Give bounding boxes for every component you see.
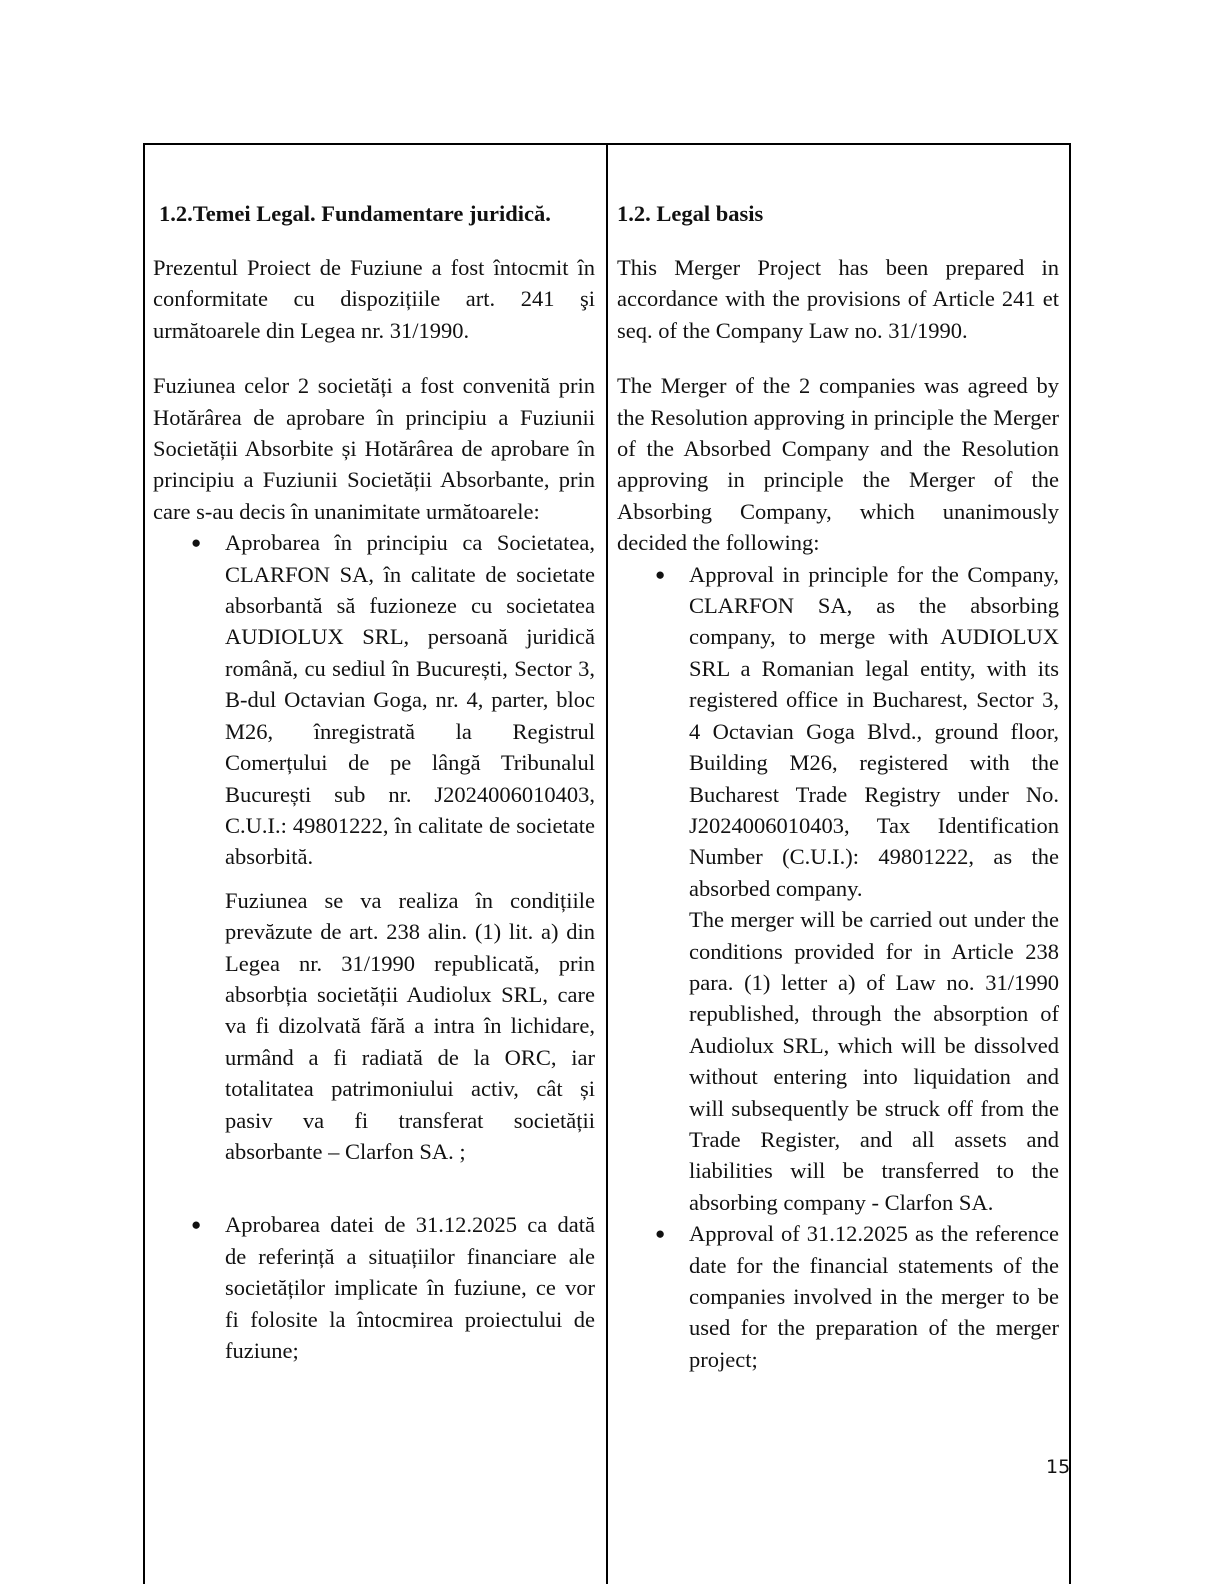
list-item-text: Aprobarea în principiu ca Societatea, CLARFON SA, în calitate de societate absorbantă să fuzioneze cu societatea AUDIOLUX SRL, persoană juridică română, cu sediul în București, Sector 3, B-dul Octavian Goga, nr. 4, parter, bloc M26, înregistrată la Registrul Comerțului de pe lângă Tribunalul București sub nr. J2024006010403, C.U.I.: 49801222, în calitate de societate absorbită.	[225, 530, 595, 870]
list-item-text: Aprobarea datei de 31.12.2025 ca dată de referință a situațiilor financiare ale societăților implicate în fuziune, ce vor fi folosite la întocmirea proiectului de fuziune;	[225, 1212, 595, 1363]
list-item	[153, 1209, 595, 1366]
list-item-text: Approval of 31.12.2025 as the reference date for the financial statements of the companies involved in the merger to be used for the preparation of the merger project;	[689, 1221, 1059, 1372]
list-item	[617, 1218, 1059, 1375]
paragraph: Prezentul Proiect de Fuziune a fost întocmit în conformitate cu dispozițiile art. 241 şi următoarele din Legea nr. 31/1990.	[153, 255, 595, 343]
bullet-icon: ●	[191, 1215, 202, 1235]
paragraph: This Merger Project has been prepared in accordance with the provisions of Article 241 et seq. of the Company Law no. 31/1990.	[617, 255, 1059, 343]
bullet-list	[153, 527, 595, 1366]
list-item	[617, 559, 1059, 1219]
bullet-list	[617, 559, 1059, 1376]
page-number: 15	[1046, 1456, 1071, 1478]
bullet-icon: ●	[655, 564, 666, 584]
bullet-icon: ●	[191, 533, 202, 553]
list-item-text: Approval in principle for the Company, CLARFON SA, as the absorbing company, to merge with AUDIOLUX SRL a Romanian legal entity, with its registered office in Bucharest, Sector 3, 4 Octavian Goga Blvd., ground floor, Building M26, registered with the Bucharest Trade Registry under No. J2024006010403, Tax Identification Number (C.U.I.): 49801222, as the absorbed company.	[689, 561, 1059, 901]
column-divider	[606, 143, 608, 1584]
section-heading: 1.2. Legal basis	[617, 201, 764, 226]
list-item-continuation: The merger will be carried out under the conditions provided for in Article 238 para. (1) letter a) of Law no. 31/1990 republished, through the absorption of Audiolux SRL, which will be dissolved without entering into liquidation and will subsequently be struck off from the Trade Register, and all assets and liabilities will be transferred to the absorbing company - Clarfon SA.	[689, 907, 1059, 1215]
bullet-icon: ●	[655, 1224, 666, 1244]
right-column-english	[617, 196, 1059, 1375]
paragraph: Fuziunea celor 2 societăți a fost convenită prin Hotărârea de aprobare în principiu a Fuziunii Societății Absorbite și Hotărârea de aprobare în principiu a Fuziunii Societății Absorbante, prin care s-au decis în unanimitate următoarele:	[153, 373, 595, 524]
section-heading: 1.2.Temei Legal. Fundamentare juridică.	[159, 201, 551, 226]
list-item	[153, 527, 595, 1167]
left-column-romanian	[153, 196, 595, 1366]
list-item-continuation: Fuziunea se va realiza în condițiile prevăzute de art. 238 alin. (1) lit. a) din Legea nr. 31/1990 republicată, prin absorbția societății Audiolux SRL, care va fi dizolvată fără a intra în lichidare, urmând a fi radiată de la ORC, iar totalitatea patrimoniului activ, cât și pasiv va fi transferat societății absorbante – Clarfon SA. ;	[225, 887, 595, 1164]
paragraph: The Merger of the 2 companies was agreed by the Resolution approving in principle the Merger of the Absorbed Company and the Resolution approving in principle the Merger of the Absorbing Company, which unanimously decided the following:	[617, 373, 1059, 556]
